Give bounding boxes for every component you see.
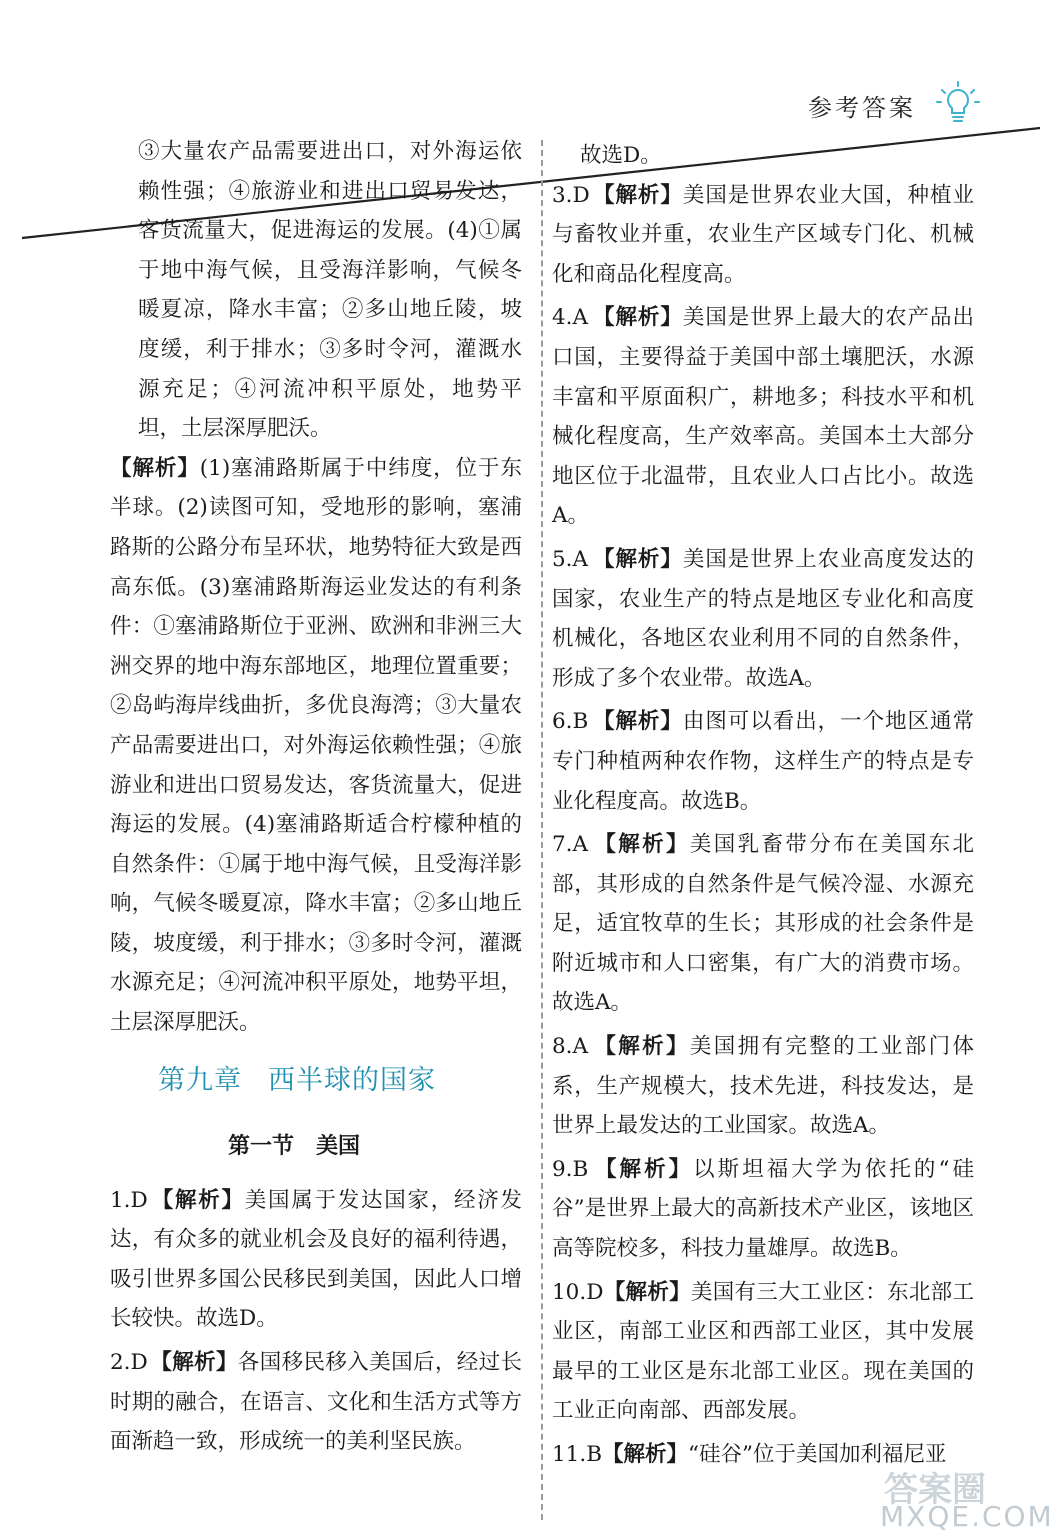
header-title: 参考答案 [808, 94, 916, 122]
analysis-tag: 【解析】 [603, 1279, 691, 1305]
answer-item [552, 1273, 974, 1431]
answer-text: 美国是世界上农业高度发达的国家，农业生产的特点是地区专业化和高度机械化，各地区农业利用不同的自然条件，形成了多个农业带。故选A。 [552, 546, 974, 691]
answer-number: 1.D [110, 1187, 148, 1213]
answer-number: 8.A [552, 1034, 589, 1060]
answer-text: 美国拥有完整的工业部门体系，生产规模大，技术先进，科技发达，是世界上最发达的工业国家。故选A。 [552, 1034, 974, 1139]
answer-item [552, 1150, 974, 1269]
answer-item [552, 1027, 974, 1146]
answer-number: 6.B [552, 709, 589, 735]
answer-item [110, 1343, 522, 1462]
answer-item [552, 176, 974, 295]
chapter-label: 第九章 [158, 1064, 242, 1096]
answer-number: 5.A [552, 546, 589, 572]
answer-text: 美国属于发达国家，经济发达，有众多的就业机会及良好的福利待遇，吸引世界多国公民移民到美国，因此人口增长较快。故选D。 [110, 1187, 522, 1332]
analysis-tag: 【解析】 [592, 305, 683, 331]
watermark-logo [870, 1462, 1060, 1534]
answer-text: 各国移民移入美国后，经过长时期的融合，在语言、文化和生活方式等方面渐趋一致，形成统一的美利坚民族。 [110, 1350, 522, 1455]
answer-item [552, 540, 974, 698]
answer-item [552, 825, 974, 1023]
watermark-en: MXQE.COM [880, 1500, 1054, 1533]
answer-item [110, 1181, 522, 1339]
chapter-title: 西半球的国家 [268, 1064, 436, 1096]
analysis-tag: 【解析】 [592, 1034, 690, 1060]
answer-text: 美国是世界农业大国，种植业与畜牧业并重，农业生产区域专门化、机械化和商品化程度高。 [552, 182, 974, 287]
analysis-text: (1)塞浦路斯属于中纬度，位于东半球。(2)读图可知，受地形的影响，塞浦路斯的公路分布呈环状，地势特征大致是西高东低。(3)塞浦路斯海运业发达的有利条件：①塞浦路斯位于亚洲、欧洲和非洲三大洲交界的地中海东部地区，地理位置重要；②岛屿海岸线曲折，多优良海湾；③大量农产品需要进出口，对外海运依赖性强；④旅游业和进出口贸易发达，客货流量大，促进海运的发展。(4)塞浦路斯适合柠檬种植的自然条件：①属于地中海气候，且受海洋影响，气候冬暖夏凉，降水丰富；②多山地丘陵，坡度缓，利于排水；③多时令河，灌溉水源充足；④河流冲积平原处，地势平坦，土层深厚肥沃。 [110, 455, 522, 1036]
analysis-tag: 【解析】 [592, 709, 683, 735]
analysis-tag: 【解析】 [592, 182, 683, 208]
answer-number: 2.D [110, 1350, 148, 1376]
analysis-tag: 【解析】 [602, 1442, 689, 1467]
answer-text: 美国乳畜带分布在美国东北部，其形成的自然条件是气候冷湿、水源充足，适宜牧草的生长；其形成的社会条件是附近城市和人口密集，有广大的消费市场。故选A。 [552, 832, 974, 1016]
answer-number: 7.A [552, 832, 589, 858]
right-column [552, 136, 974, 1479]
answer-number: 10.D [552, 1279, 604, 1305]
answer-number: 11.B [552, 1442, 602, 1467]
answer-text: 美国是世界上最大的农产品出口国，主要得益于美国中部土壤肥沃，水源丰富和平原面积广，耕地多；科技水平和机械化程度高，生产效率高。美国本土大部分地区位于北温带，且农业人口占比小。故选A。 [552, 305, 974, 529]
answer-item [552, 298, 974, 536]
chapter-heading [158, 1057, 522, 1105]
analysis-tag: 【解析】 [150, 1350, 238, 1376]
analysis-tag: 【解析】 [150, 1187, 245, 1213]
watermark-cn: 答案圈 [884, 1470, 986, 1510]
answer-continuation: 故选D。 [580, 143, 662, 168]
left-column [110, 132, 522, 1466]
answer-item [552, 702, 974, 821]
answer-number: 4.A [552, 305, 589, 331]
answer-continuation: ③大量农产品需要进出口，对外海运依赖性强；④旅游业和进出口贸易发达，客货流量大，促进海运的发展。(4)①属于地中海气候，且受海洋影响，气候冬暖夏凉，降水丰富；②多山地丘陵，坡度缓，利于排水；③多时令河，灌溉水源充足；④河流冲积平原处，地势平坦，土层深厚肥沃。 [138, 139, 522, 442]
answer-text: 由图可以看出，一个地区通常专门种植两种农作物，这样生产的特点是专业化程度高。故选B。 [552, 709, 974, 814]
section-title: 美国 [316, 1133, 361, 1159]
analysis-paragraph [110, 449, 522, 1043]
lightbulb-icon [934, 80, 982, 128]
section-label: 第一节 [228, 1133, 295, 1159]
column-divider [541, 140, 543, 1520]
section-heading [228, 1127, 522, 1167]
answer-text: “硅谷”位于美国加利福尼亚 [688, 1442, 947, 1467]
answer-text: 以斯坦福大学为依托的“硅谷”是世界上最大的高新技术产业区，该地区高等院校多，科技力量雄厚。故选B。 [552, 1156, 974, 1262]
analysis-tag: 【解析】 [592, 546, 683, 572]
analysis-tag: 【解析】 [110, 455, 200, 481]
answer-number: 3.D [552, 182, 590, 208]
answer-number: 9.B [552, 1156, 589, 1182]
analysis-tag: 【解析】 [592, 1156, 694, 1182]
analysis-tag: 【解析】 [592, 832, 690, 858]
answer-text: 美国有三大工业区：东北部工业区，南部工业区和西部工业区，其中发展最早的工业区是东北部工业区。现在美国的工业正向南部、西部发展。 [552, 1279, 974, 1424]
